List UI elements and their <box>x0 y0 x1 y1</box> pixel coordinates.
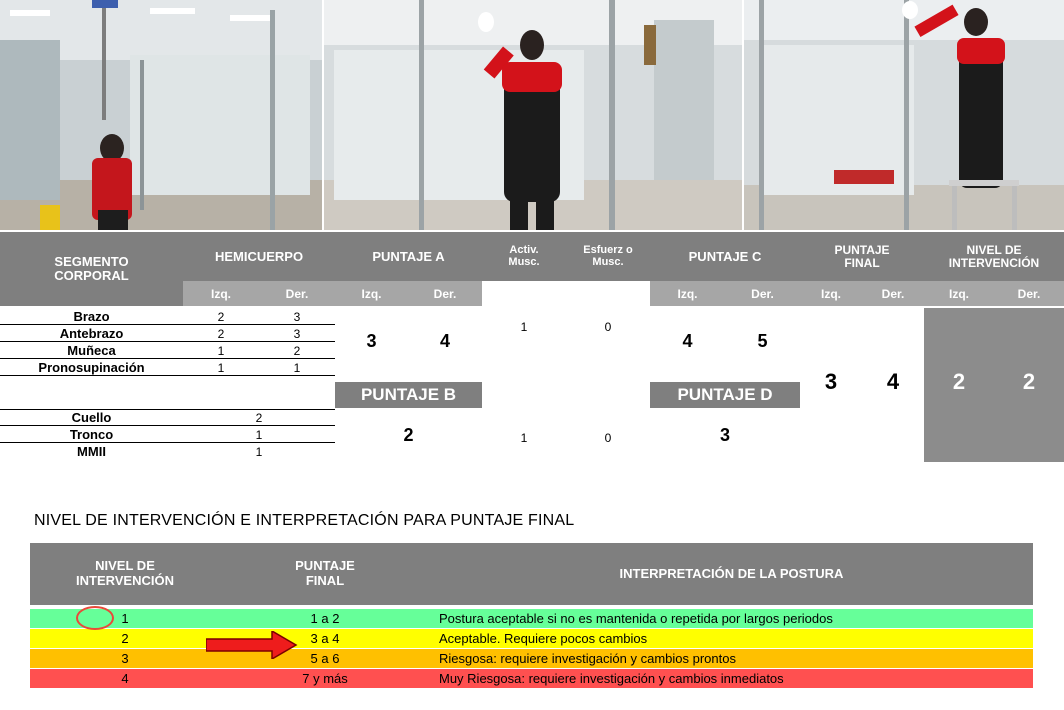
header-puntaje-c: PUNTAJE C <box>650 232 800 281</box>
sub-final-izq: Izq. <box>800 281 862 306</box>
puntaje-b-label: PUNTAJE B <box>335 382 482 408</box>
muneca-izq: 1 <box>217 343 225 358</box>
row-interpretacion: Aceptable. Requiere pocos cambios <box>439 631 648 646</box>
row-puntaje: 1 a 2 <box>310 611 340 626</box>
header-nivel-intervencion: NIVEL DE INTERVENCIÓN <box>924 232 1064 281</box>
segment-pronosupinacion: Pronosupinación <box>0 359 183 376</box>
table-row <box>30 669 1033 688</box>
segment-brazo: Brazo <box>0 308 183 325</box>
activ-musc-lower: 1 <box>520 431 528 445</box>
highlight-circle <box>76 606 114 630</box>
row-interpretacion: Postura aceptable si no es mantenida o repetida por largos periodos <box>439 611 833 626</box>
intervention-section-title: NIVEL DE INTERVENCIÓN E INTERPRETACIÓN PARA PUNTAJE FINAL <box>34 512 575 529</box>
table-row <box>30 609 1033 628</box>
row-interpretacion: Muy Riesgosa: requiere investigación y cambios inmediatos <box>439 671 784 686</box>
header-hemicuerpo: HEMICUERPO <box>183 232 335 281</box>
puntaje-c-der: 5 <box>757 330 768 351</box>
row-puntaje: 5 a 6 <box>310 651 340 666</box>
brazo-der: 3 <box>293 309 301 324</box>
pronosupinacion-izq: 1 <box>217 360 225 375</box>
table-row <box>30 649 1033 668</box>
mmii-value: 1 <box>255 444 263 459</box>
sub-puntaje-a-izq: Izq. <box>335 281 408 306</box>
photo-strip <box>0 0 1064 230</box>
header-puntaje-final: PUNTAJE FINAL <box>800 232 924 281</box>
header-interpretacion: INTERPRETACIÓN DE LA POSTURA <box>430 543 1033 605</box>
puntaje-b-value: 2 <box>403 424 414 445</box>
nivel-izq: 2 <box>952 369 966 394</box>
segment-mmii: MMII <box>77 444 106 459</box>
segment-antebrazo: Antebrazo <box>0 325 183 342</box>
row-nivel: 3 <box>121 651 129 666</box>
sub-puntaje-a-der: Der. <box>408 281 482 306</box>
puntaje-a-izq: 3 <box>366 330 377 351</box>
puntaje-d-label: PUNTAJE D <box>650 382 800 408</box>
header-puntaje-a: PUNTAJE A <box>335 232 482 281</box>
segment-tronco: Tronco <box>0 426 183 443</box>
header-segmento: SEGMENTO CORPORAL <box>0 232 183 306</box>
header-activ-musc: Activ. Musc. <box>482 232 566 281</box>
pronosupinacion-der: 1 <box>293 360 301 375</box>
sub-puntaje-c-izq: Izq. <box>650 281 725 306</box>
header-puntaje-final: PUNTAJE FINAL <box>220 543 430 605</box>
segment-muneca: Muñeca <box>0 342 183 359</box>
cuello-value: 2 <box>255 410 263 425</box>
sub-final-der: Der. <box>862 281 924 306</box>
row-nivel: 4 <box>121 671 129 686</box>
nivel-der: 2 <box>1022 369 1036 394</box>
row-nivel: 2 <box>121 631 129 646</box>
muneca-der: 2 <box>293 343 301 358</box>
row-interpretacion: Riesgosa: requiere investigación y cambios prontos <box>439 651 736 666</box>
puntaje-final-izq: 3 <box>824 369 838 394</box>
antebrazo-izq: 2 <box>217 326 225 341</box>
row-puntaje: 7 y más <box>302 671 348 686</box>
header-nivel: NIVEL DE INTERVENCIÓN <box>30 543 220 605</box>
sub-hemicuerpo-izq: Izq. <box>183 281 259 306</box>
worker-cleaning-glass-panel-photo <box>324 0 742 230</box>
row-puntaje: 3 a 4 <box>310 631 340 646</box>
tronco-value: 1 <box>255 427 263 442</box>
header-esfuerzo-musc: Esfuerz o Musc. <box>566 232 650 281</box>
table-row <box>30 629 1033 648</box>
reba-score-table <box>0 232 1064 464</box>
puntaje-c-izq: 4 <box>682 330 693 351</box>
puntaje-final-der: 4 <box>886 369 900 394</box>
esfuerzo-musc-upper: 0 <box>604 320 612 334</box>
esfuerzo-musc-lower: 0 <box>604 431 612 445</box>
puntaje-a-der: 4 <box>439 330 450 351</box>
row-nivel: 1 <box>121 611 129 626</box>
worker-on-ladder-cleaning-glass-photo <box>744 0 1064 230</box>
sub-hemicuerpo-der: Der. <box>259 281 335 306</box>
segment-cuello: Cuello <box>0 409 183 426</box>
activ-musc-upper: 1 <box>520 320 528 334</box>
puntaje-d-value: 3 <box>719 424 730 445</box>
worker-cleaning-high-glass-with-pole-photo <box>0 0 322 230</box>
red-arrow-icon <box>206 631 298 659</box>
sub-nivel-izq: Izq. <box>924 281 994 306</box>
brazo-izq: 2 <box>217 309 225 324</box>
sub-nivel-der: Der. <box>994 281 1064 306</box>
sub-puntaje-c-der: Der. <box>725 281 800 306</box>
antebrazo-der: 3 <box>293 326 301 341</box>
